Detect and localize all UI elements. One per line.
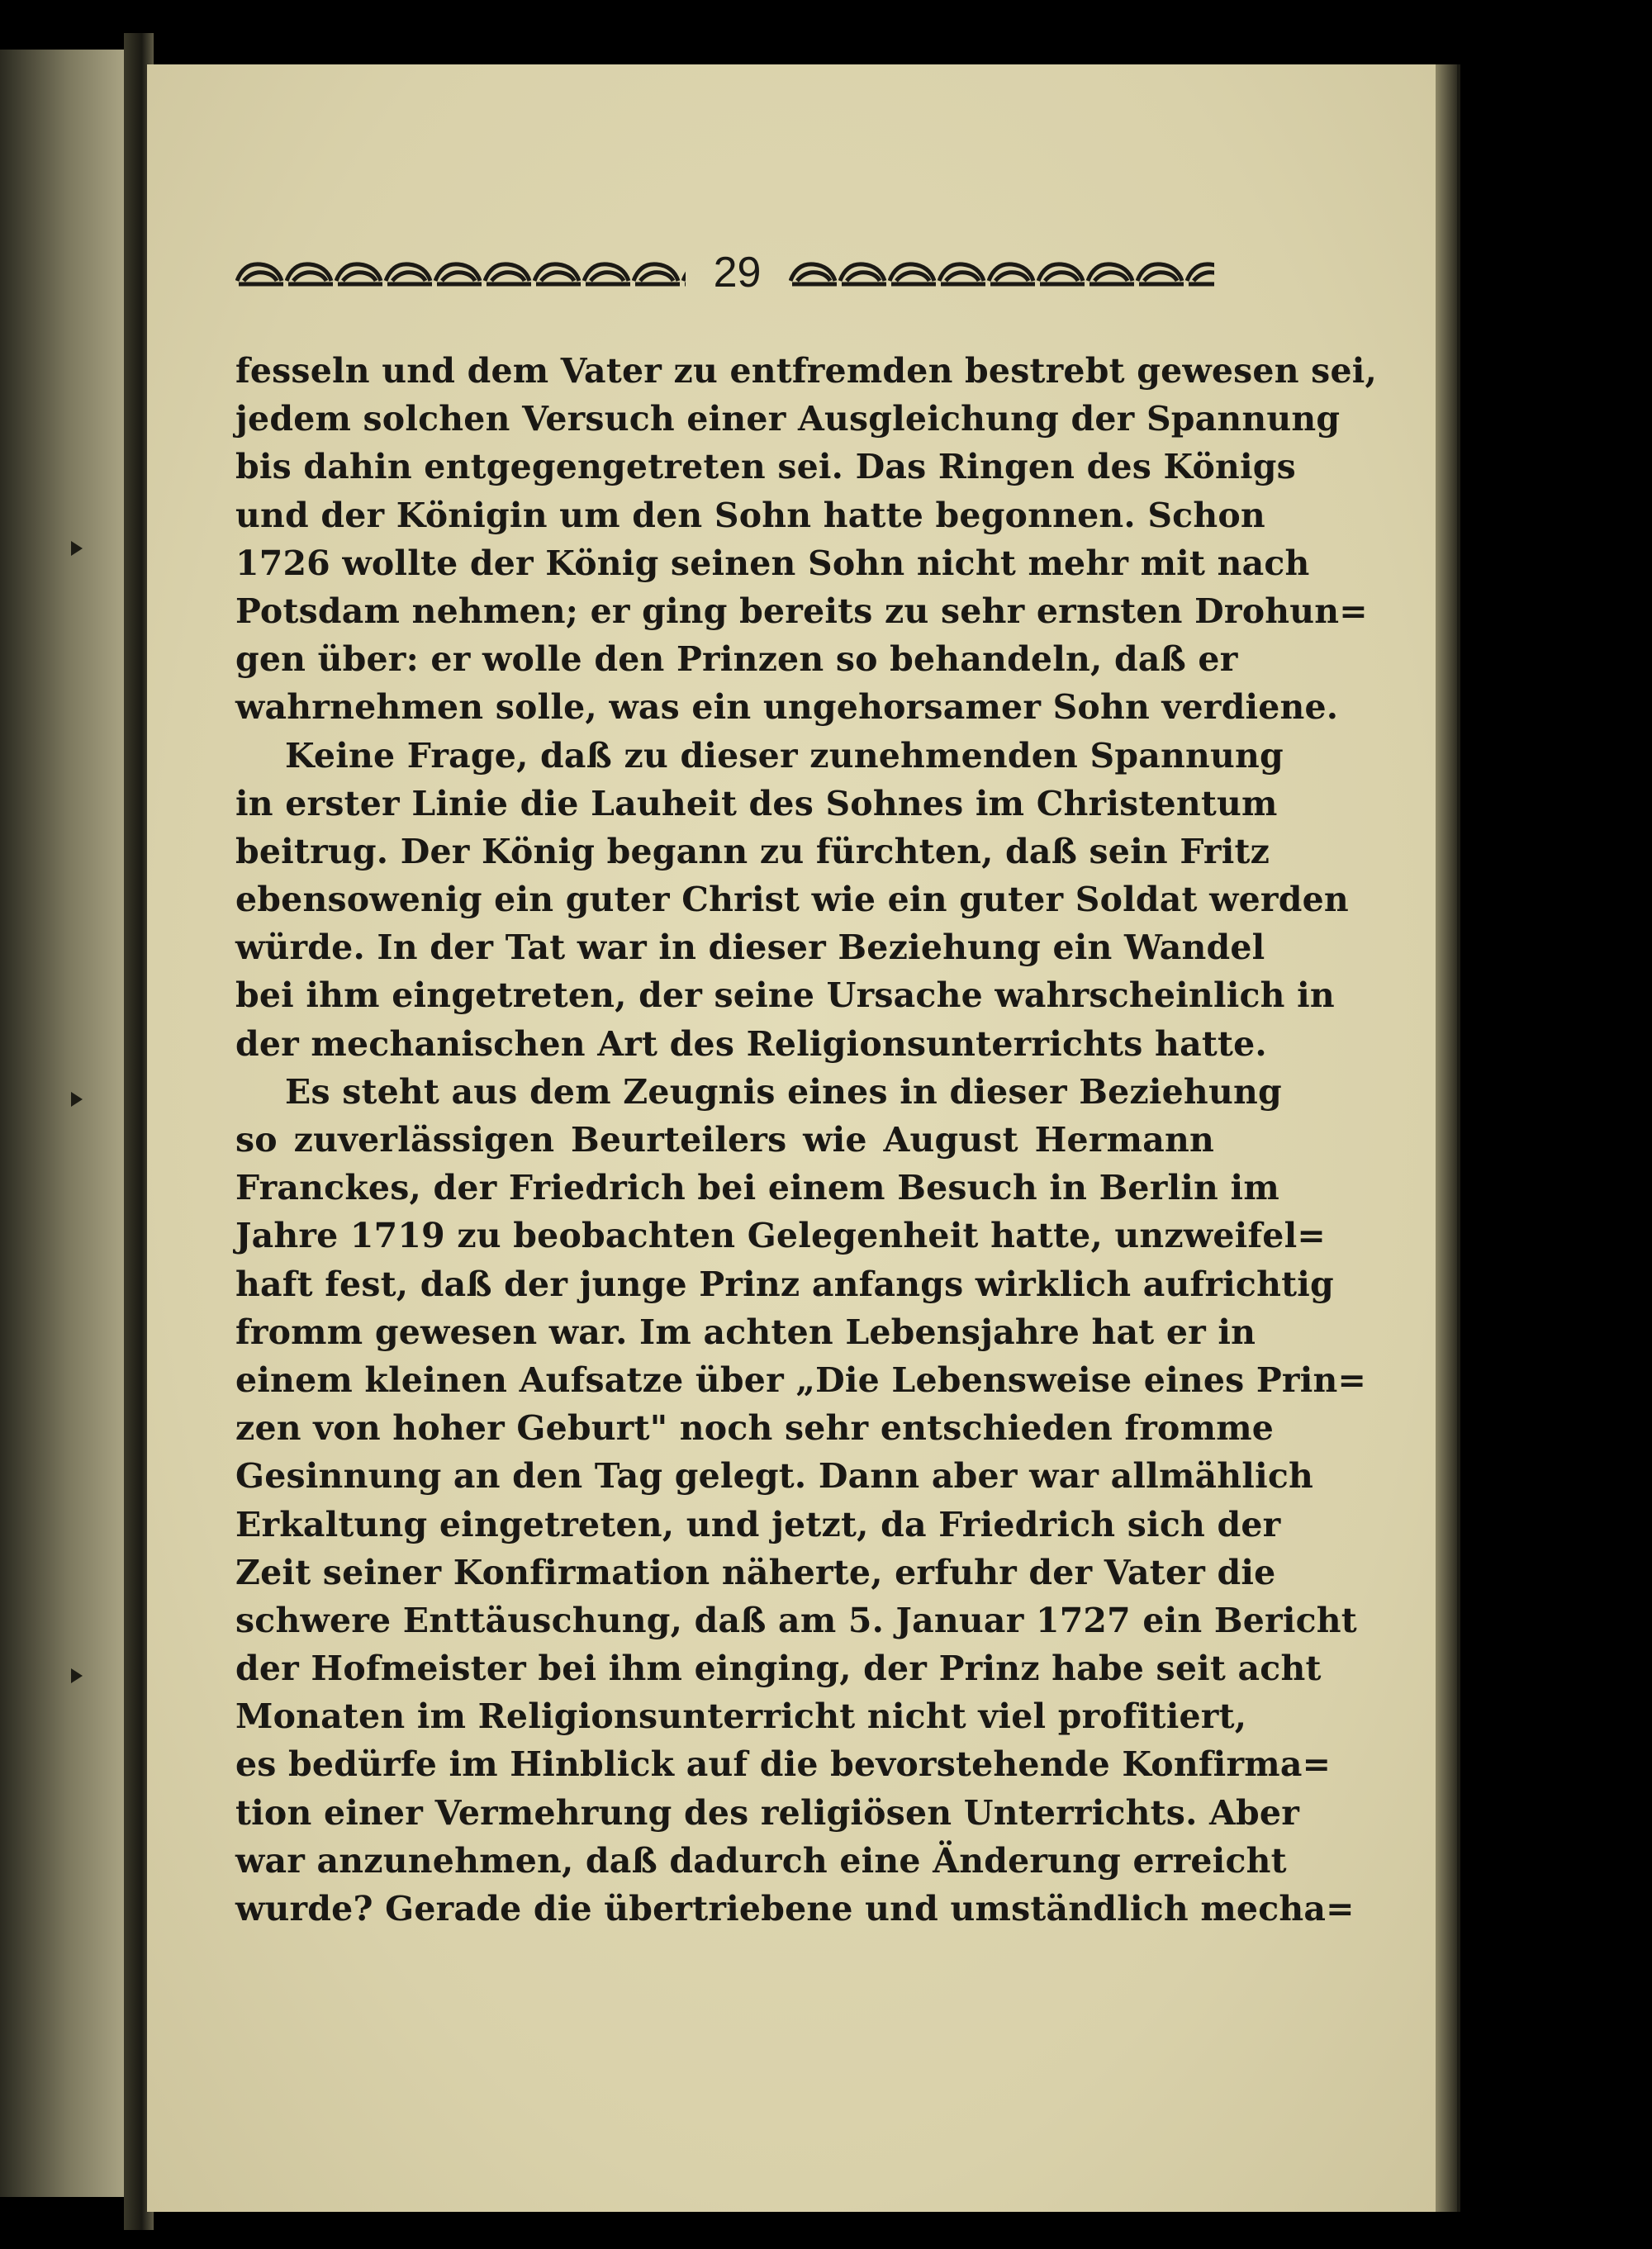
text-line: und der Königin um den Sohn hatte begonnen. Schon: [235, 495, 1265, 535]
text-line: würde. In der Tat war in dieser Beziehung ein Wandel: [235, 928, 1265, 968]
text-line: Jahre 1719 zu beobachten Gelegenheit hatte, unzweifel=: [235, 1216, 1326, 1256]
text-line: haft fest, daß der junge Prinz anfangs wirklich aufrichtig: [235, 1264, 1334, 1304]
text-line: Erkaltung eingetreten, und jetzt, da Friedrich sich der: [235, 1504, 1281, 1544]
margin-arrow-icon: [71, 1668, 83, 1683]
text-line: zen von hoher Geburt" noch sehr entschieden fromme: [235, 1408, 1275, 1449]
text-line: Franckes, der Friedrich bei einem Besuch in Berlin im: [235, 1168, 1279, 1208]
margin-arrow-icon: [71, 541, 83, 556]
page-edge-shadow: [1436, 64, 1457, 2212]
text-line: es bedürfe im Hinblick auf die bevorstehende Konfirma=: [235, 1744, 1332, 1785]
page-number: 29: [713, 249, 762, 297]
text-line: Potsdam nehmen; er ging bereits zu sehr ernsten Drohun=: [235, 591, 1368, 631]
text-line: bis dahin entgegengetreten sei. Das Ringen des Königs: [235, 447, 1296, 487]
ornament-left-icon: [235, 256, 686, 291]
text-line: Monaten im Religionsunterricht nicht viel profitiert,: [235, 1696, 1247, 1737]
text-line: tion einer Vermehrung des religiösen Unterrichts. Aber: [235, 1792, 1300, 1833]
text-line: beitrug. Der König begann zu fürchten, daß sein Fritz: [235, 831, 1270, 871]
text-line: der mechanischen Art des Religionsunterrichts hatte.: [235, 1023, 1267, 1064]
text-line: bei ihm eingetreten, der seine Ursache wahrscheinlich in: [235, 975, 1335, 1016]
text-line: schwere Enttäuschung, daß am 5. Januar 1727 ein Bericht: [235, 1600, 1357, 1640]
text-line: 1726 wollte der König seinen Sohn nicht mehr mit nach: [235, 543, 1310, 583]
text-line: in erster Linie die Lauheit des Sohnes im Christentum: [235, 783, 1278, 823]
ornament-right-icon: [789, 256, 1214, 291]
margin-arrow-icon: [71, 1092, 83, 1107]
text-line: jedem solchen Versuch einer Ausgleichung der Spannung: [235, 399, 1341, 439]
text-line: so zuverlässigen Beurteilers wie August Hermann: [235, 1120, 1214, 1160]
text-line: wurde? Gerade die übertriebene und umständlich mecha=: [235, 1889, 1355, 1929]
text-line: fesseln und dem Vater zu entfremden bestrebt gewesen sei,: [235, 351, 1377, 391]
text-line: Es steht aus dem Zeugnis eines in dieser Beziehung: [285, 1071, 1282, 1112]
text-line: Keine Frage, daß zu dieser zunehmenden Spannung: [285, 735, 1284, 776]
text-line: gen über: er wolle den Prinzen so behandeln, daß er: [235, 639, 1238, 680]
text-line: Gesinnung an den Tag gelegt. Dann aber war allmählich: [235, 1456, 1314, 1497]
page-header: [235, 248, 1214, 297]
text-line: wahrnehmen solle, was ein ungehorsamer Sohn verdiene.: [235, 687, 1339, 728]
text-line: fromm gewesen war. Im achten Lebensjahre hat er in: [235, 1312, 1256, 1352]
text-line: Zeit seiner Konfirmation näherte, erfuhr der Vater die: [235, 1552, 1276, 1592]
text-line: war anzunehmen, daß dadurch eine Änderung erreicht: [235, 1840, 1287, 1881]
text-line: ebensowenig ein guter Christ wie ein guter Soldat werden: [235, 880, 1349, 920]
text-line: einem kleinen Aufsatze über „Die Lebensweise eines Prin=: [235, 1359, 1367, 1400]
previous-page-edge: [0, 50, 124, 2197]
text-line: der Hofmeister bei ihm einging, der Prinz habe seit acht: [235, 1649, 1322, 1689]
body-text: [235, 347, 1377, 1933]
